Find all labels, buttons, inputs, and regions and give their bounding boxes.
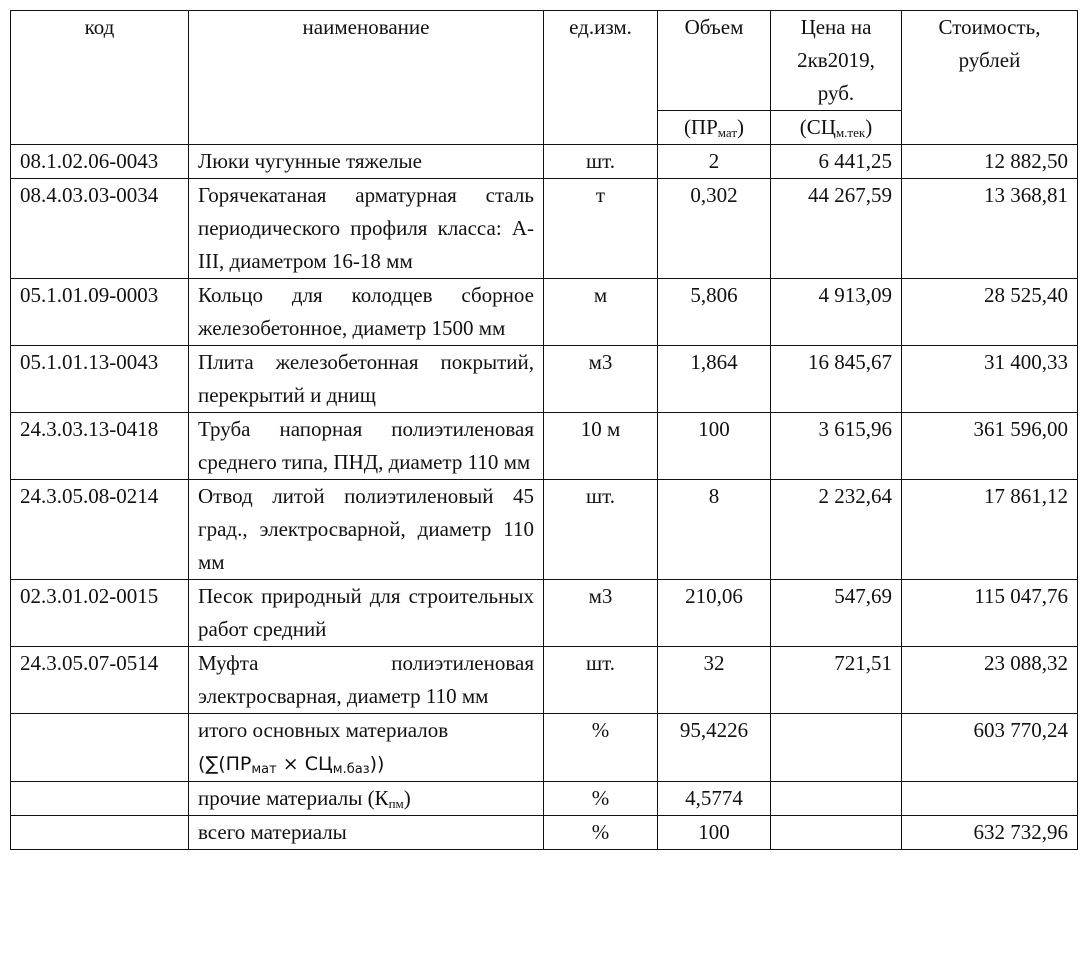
- table-row: [11, 647, 1078, 714]
- row-cost: 17 861,12: [902, 480, 1078, 580]
- price-symbol-text: (СЦ: [799, 115, 836, 139]
- row-unit: м3: [544, 346, 658, 413]
- header-price-line1: Цена на: [800, 15, 872, 39]
- header-cost-line1: Стоимость,: [938, 15, 1041, 39]
- row-code: 08.4.03.03-0034: [11, 179, 189, 279]
- summary-main-formula: [198, 753, 384, 775]
- summary-main-price: [771, 714, 902, 782]
- summary-total-unit: %: [544, 816, 658, 850]
- row-code: 24.3.05.07-0514: [11, 647, 189, 714]
- row-name: Горячекатаная арматурная сталь периодического профиля класса: А-III, диаметром 16-18 мм: [189, 179, 544, 279]
- summary-main-text: итого основных материалов: [198, 718, 449, 742]
- row-cost: 31 400,33: [902, 346, 1078, 413]
- row-name: Отвод литой полиэтиленовый 45 град., электросварной, диаметр 110 мм: [189, 480, 544, 580]
- header-price-symbol: [771, 111, 902, 145]
- formula-close: )): [369, 753, 385, 775]
- row-cost: 13 368,81: [902, 179, 1078, 279]
- summary-other-price: [771, 782, 902, 816]
- row-code: 24.3.03.13-0418: [11, 413, 189, 480]
- table-row: [11, 413, 1078, 480]
- row-qty: 0,302: [658, 179, 771, 279]
- row-unit: 10 м: [544, 413, 658, 480]
- summary-total-price: [771, 816, 902, 850]
- row-price: 6 441,25: [771, 145, 902, 179]
- row-price: 44 267,59: [771, 179, 902, 279]
- row-price: 721,51: [771, 647, 902, 714]
- summary-row-main: [11, 714, 1078, 782]
- summary-code-empty: [11, 816, 189, 850]
- summary-code-empty: [11, 714, 189, 782]
- row-name: Люки чугунные тяжелые: [189, 145, 544, 179]
- price-symbol-sub: м.тек: [835, 125, 866, 140]
- header-cost-line2: рублей: [958, 48, 1021, 72]
- table-row: [11, 346, 1078, 413]
- header-price-line3: руб.: [817, 81, 855, 105]
- formula-sub-baz: м.баз: [332, 762, 370, 777]
- row-cost: 28 525,40: [902, 279, 1078, 346]
- summary-main-cost: 603 770,24: [902, 714, 1078, 782]
- row-code: 08.1.02.06-0043: [11, 145, 189, 179]
- table-row: [11, 145, 1078, 179]
- row-qty: 1,864: [658, 346, 771, 413]
- summary-main-unit: %: [544, 714, 658, 782]
- row-name: Песок природный для строительных работ средний: [189, 580, 544, 647]
- table-row: [11, 580, 1078, 647]
- materials-table: [10, 10, 1078, 850]
- row-price: 4 913,09: [771, 279, 902, 346]
- summary-other-cost: [902, 782, 1078, 816]
- summary-other-unit: %: [544, 782, 658, 816]
- formula-open: (∑(ПР: [198, 753, 252, 775]
- header-price: [771, 11, 902, 111]
- row-unit: шт.: [544, 647, 658, 714]
- row-qty: 2: [658, 145, 771, 179]
- header-code: код: [11, 11, 189, 145]
- header-price-line2: 2кв2019,: [797, 48, 875, 72]
- row-qty: 210,06: [658, 580, 771, 647]
- row-qty: 32: [658, 647, 771, 714]
- price-symbol-close: ): [865, 115, 873, 139]
- summary-main-qty: 95,4226: [658, 714, 771, 782]
- summary-code-empty: [11, 782, 189, 816]
- other-label-sub: пм: [388, 796, 404, 811]
- table-row: [11, 480, 1078, 580]
- row-name: Муфта полиэтиленовая электросварная, диаметр 110 мм: [189, 647, 544, 714]
- row-unit: т: [544, 179, 658, 279]
- formula-mid: × СЦ: [276, 753, 333, 775]
- summary-total-label: всего материалы: [189, 816, 544, 850]
- row-name: Труба напорная полиэтиленовая среднего типа, ПНД, диаметр 110 мм: [189, 413, 544, 480]
- volume-symbol-close: ): [737, 115, 745, 139]
- row-unit: шт.: [544, 145, 658, 179]
- row-cost: 12 882,50: [902, 145, 1078, 179]
- header-volume: Объем: [658, 11, 771, 111]
- row-qty: 100: [658, 413, 771, 480]
- row-cost: 361 596,00: [902, 413, 1078, 480]
- formula-sub-mat: мат: [251, 762, 277, 777]
- row-qty: 8: [658, 480, 771, 580]
- row-qty: 5,806: [658, 279, 771, 346]
- header-volume-symbol: [658, 111, 771, 145]
- row-unit: шт.: [544, 480, 658, 580]
- row-price: 3 615,96: [771, 413, 902, 480]
- row-cost: 115 047,76: [902, 580, 1078, 647]
- summary-total-qty: 100: [658, 816, 771, 850]
- header-unit: ед.изм.: [544, 11, 658, 145]
- row-unit: м3: [544, 580, 658, 647]
- row-unit: м: [544, 279, 658, 346]
- row-name: Плита железобетонная покрытий, перекрытий и днищ: [189, 346, 544, 413]
- row-price: 16 845,67: [771, 346, 902, 413]
- row-code: 05.1.01.13-0043: [11, 346, 189, 413]
- header-name: наименование: [189, 11, 544, 145]
- row-code: 02.3.01.02-0015: [11, 580, 189, 647]
- summary-row-total: [11, 816, 1078, 850]
- header-row: [11, 11, 1078, 111]
- row-cost: 23 088,32: [902, 647, 1078, 714]
- row-price: 2 232,64: [771, 480, 902, 580]
- summary-total-cost: 632 732,96: [902, 816, 1078, 850]
- row-code: 05.1.01.09-0003: [11, 279, 189, 346]
- header-cost: [902, 11, 1078, 145]
- summary-main-label: [189, 714, 544, 782]
- volume-symbol-text: (ПР: [683, 115, 718, 139]
- row-code: 24.3.05.08-0214: [11, 480, 189, 580]
- table-row: [11, 179, 1078, 279]
- other-label-text: прочие материалы (К: [198, 786, 389, 810]
- summary-row-other: [11, 782, 1078, 816]
- table-row: [11, 279, 1078, 346]
- summary-other-qty: 4,5774: [658, 782, 771, 816]
- row-name: Кольцо для колодцев сборное железобетонное, диаметр 1500 мм: [189, 279, 544, 346]
- summary-other-label: [189, 782, 544, 816]
- volume-symbol-sub: мат: [717, 125, 738, 140]
- other-label-close: ): [403, 786, 411, 810]
- row-price: 547,69: [771, 580, 902, 647]
